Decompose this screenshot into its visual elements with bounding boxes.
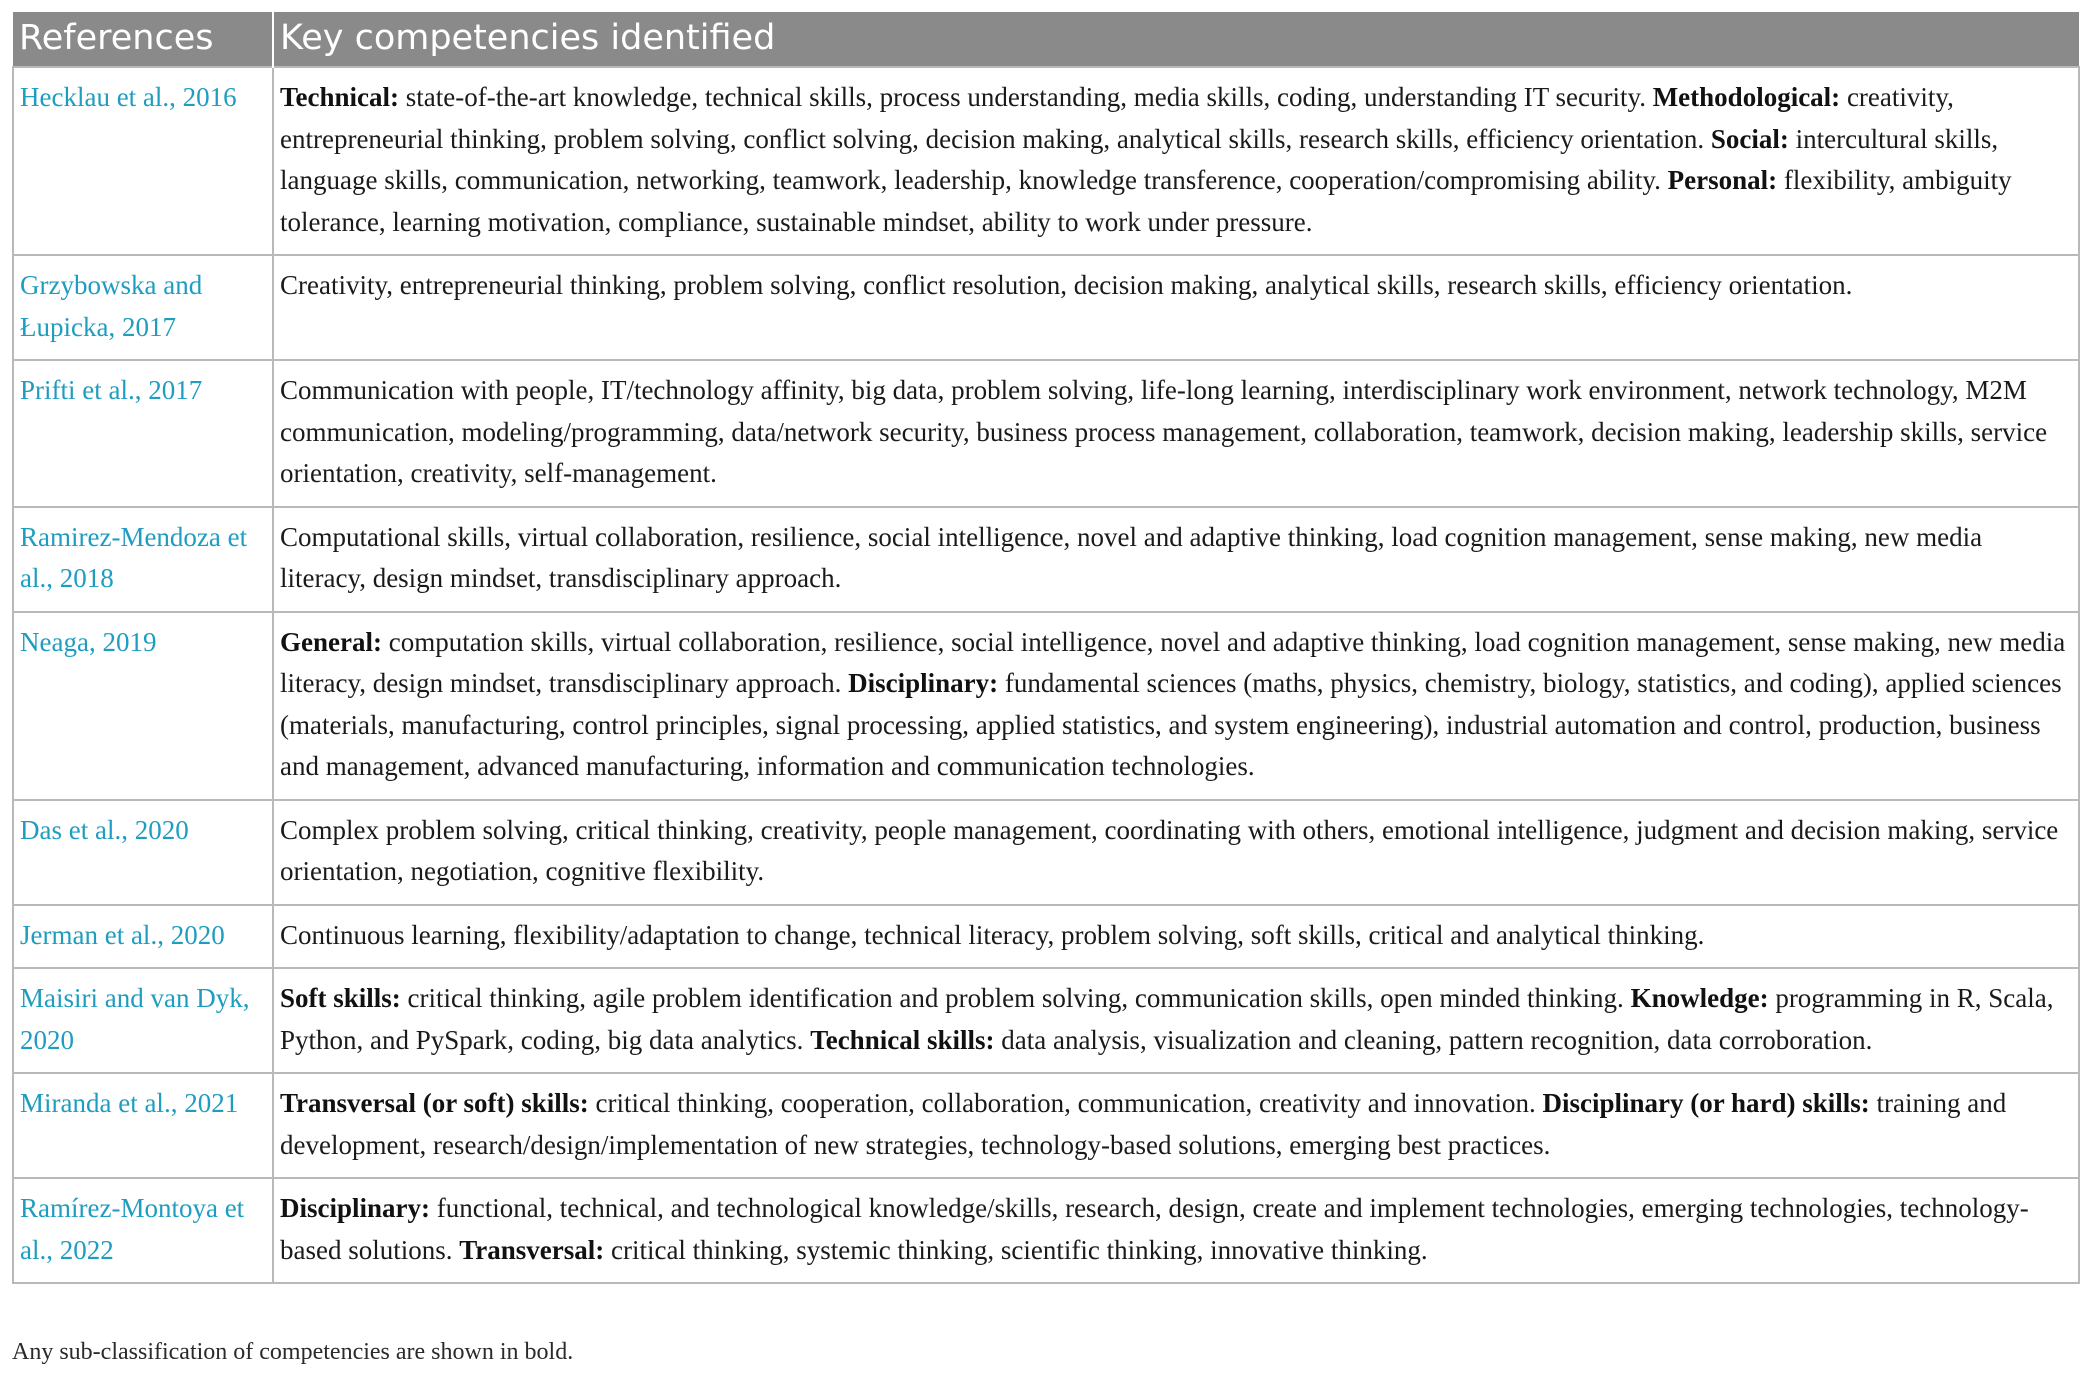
competency-category-label: Technical: (280, 82, 400, 112)
competency-text: critical thinking, systemic thinking, scientific thinking, innovative thinking. (604, 1234, 1428, 1265)
competencies-cell (273, 1073, 2079, 1178)
competency-text: critical thinking, cooperation, collaboration, communication, creativity and innovation. (588, 1088, 1543, 1118)
competencies-cell (273, 507, 2079, 612)
competency-text: critical thinking, agile problem identification and problem solving, communication skills, open minded thinking. (400, 983, 1631, 1013)
competency-text: Continuous learning, flexibility/adaptation to change, technical literacy, problem solving, soft skills, critical and analytical thinking. (280, 919, 1705, 950)
reference-link[interactable]: Grzybowska and Łupicka, 2017 (13, 255, 273, 360)
competency-text: data analysis, visualization and cleaning, pattern recognition, data corroboration. (994, 1024, 1873, 1055)
competencies-cell (273, 800, 2079, 905)
competency-text: Creativity, entrepreneurial thinking, problem solving, conflict resolution, decision making, analytical skills, research skills, efficiency orientation. (280, 270, 1853, 300)
column-header-competencies: Key competencies identified (273, 12, 2079, 67)
competency-category-label: Disciplinary: (848, 668, 999, 698)
competency-text: creativity, entrepreneurial thinking, problem solving, conflict solving, decision making, analytical skills, research skills, efficiency orientation. (280, 82, 1954, 154)
reference-link[interactable]: Ramírez-Montoya et al., 2022 (13, 1178, 273, 1283)
competency-category-label: Knowledge: (1630, 983, 1769, 1013)
table-row (13, 255, 2079, 360)
reference-link[interactable]: Ramirez-Mendoza et al., 2018 (13, 507, 273, 612)
reference-link[interactable]: Jerman et al., 2020 (13, 905, 273, 969)
competencies-cell (273, 1178, 2079, 1283)
competency-category-label: Methodological: (1652, 82, 1841, 112)
competency-category-label: Personal: (1667, 165, 1778, 195)
table-body (13, 67, 2079, 1283)
competency-text: fundamental sciences (maths, physics, chemistry, biology, statistics, and coding), applied sciences (materials, manufacturing, control principles, signal processing, applied statistics, and system engineering), industrial automation and control, production, business and management, advanced manufacturing, information and communication technologies. (280, 668, 2062, 781)
competency-category-label: Disciplinary (or hard) skills: (1542, 1088, 1870, 1118)
table-row (13, 800, 2079, 905)
reference-link[interactable]: Neaga, 2019 (13, 612, 273, 800)
reference-link[interactable]: Das et al., 2020 (13, 800, 273, 905)
competencies-cell (273, 360, 2079, 507)
competency-category-label: Transversal (or soft) skills: (280, 1088, 589, 1118)
competencies-cell (273, 612, 2079, 800)
competencies-cell (273, 905, 2079, 969)
reference-link[interactable]: Maisiri and van Dyk, 2020 (13, 968, 273, 1073)
competency-text: flexibility, ambiguity tolerance, learning motivation, compliance, sustainable mindset, ability to work under pressure. (280, 165, 2012, 237)
competency-text: Communication with people, IT/technology affinity, big data, problem solving, life-long learning, interdisciplinary work environment, network technology, M2M communication, modeling/programming, data/network security, business process management, collaboration, teamwork, decision making, leadership skills, service orientation, creativity, self-management. (280, 375, 2048, 488)
competency-category-label: Soft skills: (280, 983, 401, 1013)
competency-category-label: Social: (1710, 123, 1789, 154)
table-row (13, 612, 2079, 800)
column-header-references: References (13, 12, 273, 67)
table-row (13, 1178, 2079, 1283)
competency-text: programming in R, Scala, Python, and PySpark, coding, big data analytics. (280, 983, 2054, 1055)
competencies-table-container (12, 12, 2078, 1284)
table-row (13, 360, 2079, 507)
competency-category-label: General: (280, 626, 382, 657)
competency-text: intercultural skills, language skills, communication, networking, teamwork, leadership, knowledge transference, cooperation/compromising ability. (280, 123, 1999, 195)
competency-text: Computational skills, virtual collaboration, resilience, social intelligence, novel and adaptive thinking, load cognition management, sense making, new media literacy, design mindset, transdisciplinary approach. (280, 521, 1983, 593)
competency-text: computation skills, virtual collaboration, resilience, social intelligence, novel and adaptive thinking, load cognition management, sense making, new media literacy, design mindset, transdisciplinary approach. (280, 626, 2066, 698)
competency-text: Complex problem solving, critical thinking, creativity, people management, coordinating with others, emotional intelligence, judgment and decision making, service orientation, negotiation, cognitive flexibility. (280, 814, 2059, 886)
competency-category-label: Transversal: (459, 1234, 605, 1265)
table-row (13, 67, 2079, 255)
competency-text: state-of-the-art knowledge, technical skills, process understanding, media skills, coding, understanding IT security. (399, 82, 1653, 112)
reference-link[interactable]: Miranda et al., 2021 (13, 1073, 273, 1178)
competency-text: functional, technical, and technological knowledge/skills, research, design, create and implement technologies, emerging technologies, technology-based solutions. (280, 1193, 2029, 1265)
table-row (13, 968, 2079, 1073)
competencies-table (12, 12, 2080, 1284)
competencies-cell (273, 968, 2079, 1073)
table-row (13, 1073, 2079, 1178)
reference-link[interactable]: Prifti et al., 2017 (13, 360, 273, 507)
competency-category-label: Disciplinary: (280, 1193, 431, 1223)
table-row (13, 507, 2079, 612)
table-row (13, 905, 2079, 969)
competency-text: training and development, research/design/implementation of new strategies, technology-based solutions, emerging best practices. (280, 1088, 2007, 1160)
competency-category-label: Technical skills: (810, 1024, 995, 1055)
competencies-cell (273, 67, 2079, 255)
table-footnote: Any sub-classification of competencies are shown in bold. (12, 1339, 574, 1365)
table-header-row (13, 12, 2079, 67)
competencies-cell (273, 255, 2079, 360)
reference-link[interactable]: Hecklau et al., 2016 (13, 67, 273, 255)
